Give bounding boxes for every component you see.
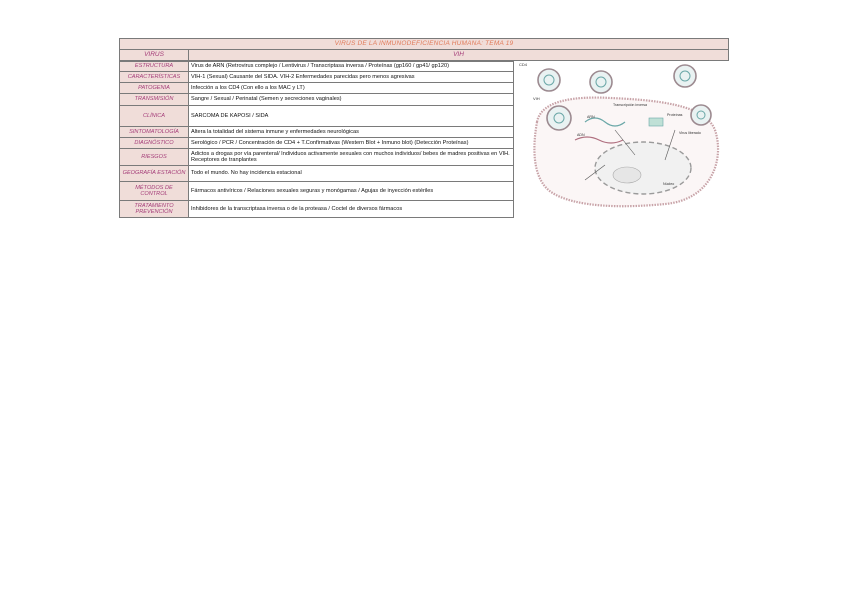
row-value: Adictos a drogas por vía parenteral/ Individuos activamente sexuales con muchos individuos/ bebes de madres positivas en VIH. Receptores de tranplantes: [189, 149, 514, 166]
nucleus: [595, 142, 691, 194]
row-key: CARACTERÍSTICAS: [120, 72, 189, 83]
row-value: SARCOMA DE KAPOSI / SIDA: [189, 106, 514, 127]
row-key: CLÍNICA: [120, 106, 189, 127]
table-row: [120, 94, 514, 106]
table-row: [120, 83, 514, 94]
diagram-label: Virus liberado: [679, 131, 701, 135]
virus-particle: [538, 69, 560, 91]
table-row: [120, 138, 514, 149]
virus-particle: [691, 105, 711, 125]
row-key: DIAGNÓSTICO: [120, 138, 189, 149]
diagram-label: ARN: [587, 115, 595, 119]
table-row: [120, 149, 514, 166]
row-key: RIESGOS: [120, 149, 189, 166]
row-value: VIH-1 (Sexual) Causante del SIDA. VIH-2 Enfermedades parecidas pero menos agresivas: [189, 72, 514, 83]
row-key: PATOGENIA: [120, 83, 189, 94]
row-value: Serológico / PCR / Concentración de CD4 + T.Confirmativas (Western Blot + Inmuno blot) (Detección Proteínas): [189, 138, 514, 149]
table-row: [120, 166, 514, 182]
sheet-title: VIRUS DE LA INMUNODEFICIENCIA HUMANA: TEMA 19: [119, 38, 729, 50]
row-value: Sangre / Sexual / Perinatal (Semen y secreciones vaginales): [189, 94, 514, 106]
virus-particle: [547, 106, 571, 130]
table-row: [120, 62, 514, 72]
row-value: Infección a los CD4 (Con ello a los MAC y LT): [189, 83, 514, 94]
diagram-label: Proteínas: [667, 113, 683, 117]
table-row: [120, 182, 514, 201]
row-key: MÉTODOS DE CONTROL: [120, 182, 189, 201]
header-value: VIH: [453, 51, 464, 58]
row-key: TRANSMISIÓN: [120, 94, 189, 106]
hiv-lifecycle-diagram: [515, 60, 730, 210]
diagram-label: CD4: [519, 62, 528, 67]
row-key: SINTOMATOLOGÍA: [120, 127, 189, 138]
diagram-label: VIH: [533, 96, 540, 101]
virus-particle: [674, 65, 696, 87]
row-key: GEOGRAFÍA ESTACIÓN: [120, 166, 189, 182]
header-key: VIRUS: [120, 50, 189, 60]
row-key: TRATAMIENTO PREVENCIÓN: [120, 201, 189, 218]
row-value: Fármacos antivíricos / Relaciones sexuales seguras y monógamas / Agujas de inyección estériles: [189, 182, 514, 201]
diagram-label: Núcleo: [663, 182, 675, 186]
diagram-label: Transcripción inversa: [613, 103, 648, 107]
table-row: [120, 201, 514, 218]
virus-particle: [590, 71, 612, 93]
table-row: [120, 106, 514, 127]
row-value: Altera la totalidad del sistema inmune y enfermedades neurológicas: [189, 127, 514, 138]
row-key: ESTRUCTURA: [120, 62, 189, 72]
table-row: [120, 72, 514, 83]
ribosome: [649, 118, 663, 126]
diagram-label: ADN: [577, 133, 585, 137]
row-value: Todo el mundo. No hay incidencia estacional: [189, 166, 514, 182]
summary-table: [119, 61, 514, 218]
table-row: [120, 127, 514, 138]
row-value: Virus de ARN (Retrovirus complejo / Lentivirus / Transcriptasa inversa / Proteínas (gp160 / gp41/ gp120): [189, 62, 514, 72]
nucleolus: [613, 167, 641, 183]
row-value: Inhibidores de la transcriptasa inversa o de la proteasa / Coctel de diversos fármacos: [189, 201, 514, 218]
